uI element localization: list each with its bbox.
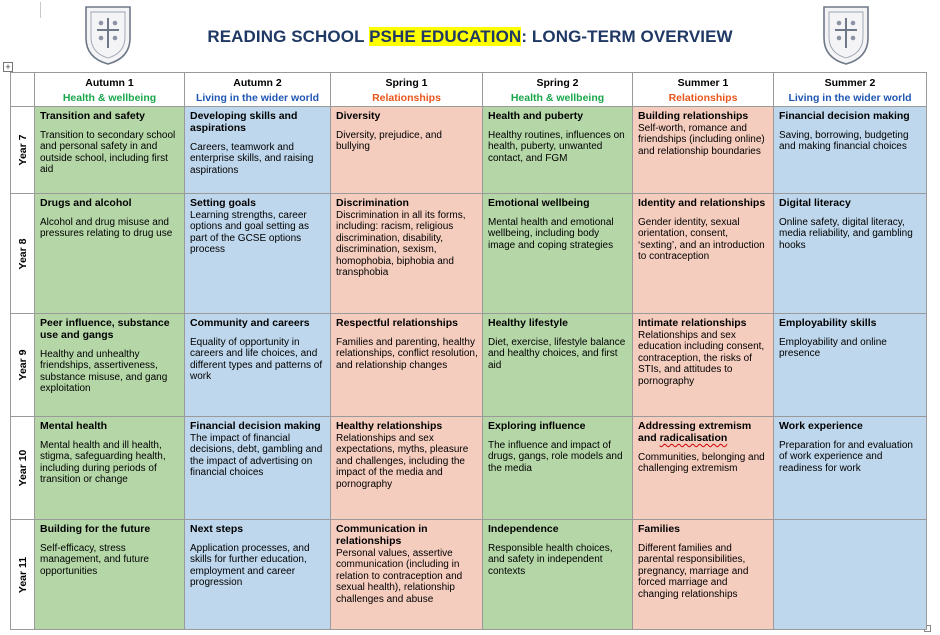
topic-title: Developing skills and aspirations bbox=[190, 110, 298, 134]
topic-title: Next steps bbox=[190, 523, 244, 535]
topic-title: Financial decision making bbox=[190, 420, 321, 432]
topic-title: Health and puberty bbox=[488, 110, 584, 122]
topic-description: Discrimination in all its forms, including: racism, religious discrimination, disability, discrimination, sexism, homophobia, biphobia and transphobia bbox=[336, 210, 466, 279]
term-theme: Living in the wider world bbox=[195, 92, 320, 104]
year-label-cell bbox=[11, 520, 35, 630]
topic-title: Exploring influence bbox=[488, 420, 586, 432]
topic-cell bbox=[483, 520, 633, 630]
topic-cell bbox=[633, 417, 774, 520]
topic-title: Employability skills bbox=[779, 317, 877, 329]
topic-description: Healthy routines, influences on health, puberty, unwanted contact, and FGM bbox=[488, 130, 625, 164]
topic-description: Personal values, assertive communication (including in relation to contraception and sexual health), relationship challenges and abuse bbox=[336, 548, 463, 605]
term-theme: Relationships bbox=[372, 92, 441, 104]
term-theme: Relationships bbox=[668, 92, 738, 104]
year-row-10 bbox=[11, 417, 927, 520]
term-header-summer-1 bbox=[633, 73, 774, 107]
year-label: Year 10 bbox=[16, 449, 29, 487]
topic-title: Discrimination bbox=[336, 197, 409, 209]
title-suffix: : LONG-TERM OVERVIEW bbox=[521, 27, 733, 46]
topic-cell-empty bbox=[774, 520, 927, 630]
term-name: Summer 2 bbox=[824, 77, 876, 89]
spelling-flagged-word[interactable]: radicalisation bbox=[659, 432, 728, 444]
topic-description: Application processes, and skills for further education, employment and career progression bbox=[190, 543, 310, 589]
year-label-cell bbox=[11, 107, 35, 194]
topic-description: Different families and parental responsibilities, pregnancy, marriage and forced marriage and changing relationships bbox=[638, 543, 749, 600]
term-header-autumn-2 bbox=[185, 73, 331, 107]
topic-description: Learning strengths, career options and goal setting as part of the GCSE options process bbox=[190, 210, 309, 256]
topic-title: Mental health bbox=[40, 420, 108, 432]
topic-cell bbox=[331, 314, 483, 417]
topic-cell bbox=[331, 417, 483, 520]
topic-description: Gender identity, sexual orientation, consent, ‘sexting’, and an introduction to contraception bbox=[638, 217, 765, 263]
topic-description: The impact of financial decisions, debt, gambling and the impact of advertising on financial choices bbox=[190, 433, 323, 479]
topic-cell bbox=[331, 520, 483, 630]
topic-description: Communities, belonging and challenging extremism bbox=[638, 452, 765, 475]
term-theme: Health & wellbeing bbox=[62, 92, 157, 104]
topic-description: Relationships and sex expectations, myths, pleasure and challenges, including the impact of the media and pornography bbox=[336, 433, 469, 490]
term-name: Autumn 2 bbox=[233, 77, 282, 89]
year-row-11 bbox=[11, 520, 927, 630]
topic-title: Building relationships bbox=[638, 110, 749, 122]
topic-cell bbox=[483, 417, 633, 520]
topic-title: Families bbox=[638, 523, 681, 535]
topic-description: Self-worth, romance and friendships (including online) and relationship boundaries bbox=[638, 123, 765, 157]
topic-description: Saving, borrowing, budgeting and making financial choices bbox=[779, 130, 909, 153]
topic-title: Diversity bbox=[336, 110, 381, 122]
topic-cell bbox=[633, 314, 774, 417]
topic-title: Transition and safety bbox=[40, 110, 146, 122]
topic-description: Alcohol and drug misuse and pressures relating to drug use bbox=[40, 217, 173, 240]
title-highlight: PSHE EDUCATION bbox=[369, 27, 522, 46]
topic-description: Responsible health choices, and safety in independent contexts bbox=[488, 543, 613, 577]
topic-title: Respectful relationships bbox=[336, 317, 458, 329]
topic-description: Equality of opportunity in careers and life choices, and different types and patterns of work bbox=[190, 337, 323, 383]
topic-title: Emotional wellbeing bbox=[488, 197, 590, 209]
topic-title: Financial decision making bbox=[779, 110, 910, 122]
topic-cell bbox=[185, 417, 331, 520]
year-row-9 bbox=[11, 314, 927, 417]
topic-cell bbox=[483, 107, 633, 194]
topic-cell bbox=[35, 520, 185, 630]
topic-cell bbox=[185, 520, 331, 630]
topic-cell bbox=[331, 107, 483, 194]
topic-cell bbox=[35, 194, 185, 314]
topic-cell bbox=[633, 194, 774, 314]
term-name: Autumn 1 bbox=[85, 77, 134, 89]
topic-title: Building for the future bbox=[40, 523, 151, 535]
topic-title: Drugs and alcohol bbox=[40, 197, 132, 209]
topic-cell bbox=[331, 194, 483, 314]
topic-title: Intimate relationships bbox=[638, 317, 747, 329]
header-row bbox=[11, 73, 927, 107]
topic-title: Digital literacy bbox=[779, 197, 851, 209]
term-name: Spring 2 bbox=[536, 77, 579, 89]
term-theme: Health & wellbeing bbox=[510, 92, 605, 104]
topic-description: Relationships and sex education including consent, contraception, the risks of STIs, and attitudes to pornography bbox=[638, 330, 765, 387]
topic-title: Healthy lifestyle bbox=[488, 317, 568, 329]
topic-description: Careers, teamwork and enterprise skills, and raising aspirations bbox=[190, 142, 314, 176]
topic-description: Employability and online presence bbox=[779, 337, 887, 360]
topic-title: Communication in relationships bbox=[336, 523, 428, 547]
year-label: Year 11 bbox=[16, 556, 29, 593]
topic-description: The influence and impact of drugs, gangs, role models and the media bbox=[488, 440, 623, 474]
topic-title: Work experience bbox=[779, 420, 863, 432]
topic-title: Independence bbox=[488, 523, 559, 535]
topic-description: Families and parenting, healthy relationships, conflict resolution, and relationship changes bbox=[336, 337, 478, 371]
year-label: Year 8 bbox=[16, 238, 29, 269]
topic-cell bbox=[774, 194, 927, 314]
term-header-spring-1 bbox=[331, 73, 483, 107]
topic-description: Transition to secondary school and personal safety in and outside school, including first aid bbox=[40, 130, 176, 176]
topic-title: Setting goals bbox=[190, 197, 256, 209]
topic-description: Mental health and emotional wellbeing, including body image and coping strategies bbox=[488, 217, 614, 251]
topic-description: Healthy and unhealthy friendships, assertiveness, substance misuse, and gang exploitation bbox=[40, 349, 168, 395]
year-label: Year 9 bbox=[16, 349, 29, 381]
topic-description: Preparation for and evaluation of work experience and readiness for work bbox=[779, 440, 913, 474]
topic-cell bbox=[35, 314, 185, 417]
topic-title: Community and careers bbox=[190, 317, 310, 329]
year-label-cell bbox=[11, 417, 35, 520]
overview-table bbox=[10, 72, 927, 630]
topic-cell bbox=[185, 194, 331, 314]
term-header-autumn-1 bbox=[35, 73, 185, 107]
topic-description: Online safety, digital literacy, media reliability, and gambling hooks bbox=[779, 217, 913, 251]
header-corner bbox=[11, 73, 35, 107]
topic-title: Healthy relationships bbox=[336, 420, 443, 432]
topic-cell bbox=[483, 194, 633, 314]
term-name: Spring 1 bbox=[385, 77, 428, 89]
topic-title-main: Addressing extremism and bbox=[638, 420, 752, 444]
year-row-8 bbox=[11, 194, 927, 314]
year-row-7 bbox=[11, 107, 927, 194]
document-title bbox=[0, 27, 940, 47]
page-margin-marker bbox=[40, 2, 41, 18]
term-header-summer-2 bbox=[774, 73, 927, 107]
table-move-handle-icon[interactable]: + bbox=[3, 62, 13, 72]
topic-cell bbox=[35, 107, 185, 194]
topic-title: Identity and relationships bbox=[638, 197, 766, 209]
topic-description: Mental health and ill health, stigma, safeguarding health, including during periods of transition or change bbox=[40, 440, 166, 486]
topic-cell bbox=[35, 417, 185, 520]
term-header-spring-2 bbox=[483, 73, 633, 107]
year-label-cell bbox=[11, 194, 35, 314]
topic-cell bbox=[185, 314, 331, 417]
term-theme: Living in the wider world bbox=[788, 92, 912, 104]
topic-cell bbox=[774, 314, 927, 417]
year-label-cell bbox=[11, 314, 35, 417]
title-prefix: READING SCHOOL bbox=[207, 27, 370, 46]
topic-description: Diet, exercise, lifestyle balance and healthy choices, and first aid bbox=[488, 337, 626, 371]
topic-cell bbox=[185, 107, 331, 194]
topic-description: Self-efficacy, stress management, and future opportunities bbox=[40, 543, 149, 577]
topic-cell bbox=[633, 107, 774, 194]
topic-title: Peer influence, substance use and gangs bbox=[40, 317, 170, 341]
topic-cell bbox=[774, 107, 927, 194]
term-name: Summer 1 bbox=[677, 77, 729, 89]
topic-title bbox=[638, 420, 769, 444]
topic-cell bbox=[483, 314, 633, 417]
topic-cell bbox=[633, 520, 774, 630]
topic-description: Diversity, prejudice, and bullying bbox=[336, 130, 442, 153]
topic-cell bbox=[774, 417, 927, 520]
year-label: Year 7 bbox=[16, 134, 29, 166]
